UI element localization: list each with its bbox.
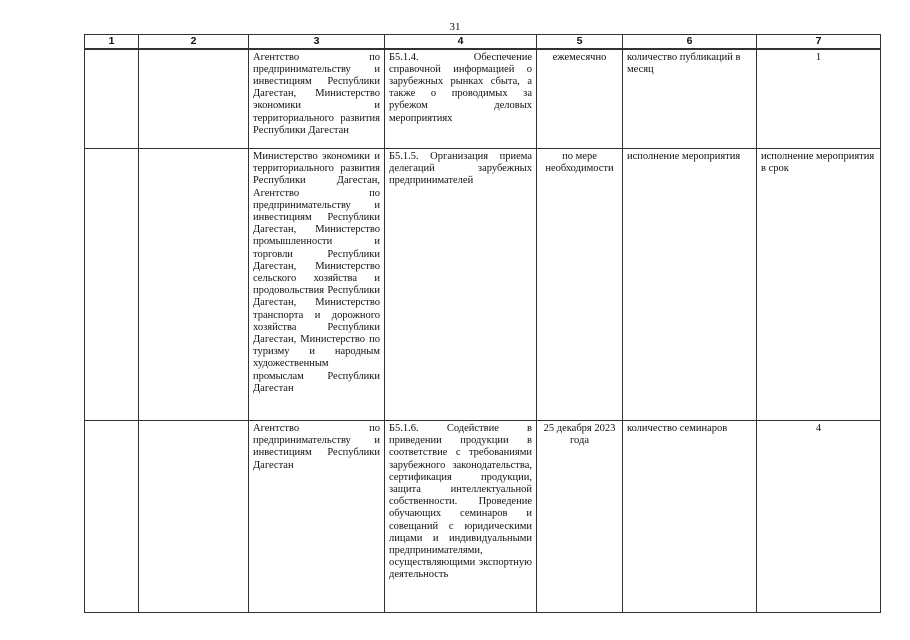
cell-number (85, 49, 139, 149)
cell-indicator: количество семинаров (623, 421, 757, 613)
cell-task (139, 49, 249, 149)
table-row (85, 421, 881, 613)
column-number-6: 6 (623, 35, 757, 49)
cell-executor: Агентство по предпринимательству и инвестициям Республики Дагестан (249, 421, 385, 613)
cell-value: 1 (757, 49, 881, 149)
cell-number (85, 421, 139, 613)
cell-deadline: по мере необходимости (537, 149, 623, 421)
cell-indicator: исполнение мероприятия (623, 149, 757, 421)
column-number-row (85, 35, 881, 49)
cell-activity: Б5.1.4. Обеспечение справочной информацией о зарубежных рынках сбыта, а также о проводимых за рубежом деловых мероприятиях (385, 49, 537, 149)
cell-number (85, 149, 139, 421)
column-number-3: 3 (249, 35, 385, 49)
cell-deadline: ежемесячно (537, 49, 623, 149)
table-row (85, 149, 881, 421)
table-row (85, 49, 881, 149)
page-number: 31 (449, 21, 461, 33)
cell-activity: Б5.1.6. Содействие в приведении продукции в соответствие с требованиями зарубежного законодательства, сертификация продукции, защита интеллектуальной собственности. Проведение обучающих семинаров и совещаний с юридическими лицами и индивидуальными предпринимателями, осуществляющими экспортную деятельность (385, 421, 537, 613)
cell-value: исполнение мероприятия в срок (757, 149, 881, 421)
column-number-4: 4 (385, 35, 537, 49)
column-number-2: 2 (139, 35, 249, 49)
cell-indicator: количество публикаций в месяц (623, 49, 757, 149)
cell-deadline: 25 декабря 2023 года (537, 421, 623, 613)
cell-executor: Агентство по предпринимательству и инвестициям Республики Дагестан, Министерство экономики и территориального развития Республики Дагестан (249, 49, 385, 149)
cell-task (139, 421, 249, 613)
column-number-7: 7 (757, 35, 881, 49)
measures-table (84, 34, 881, 613)
column-number-5: 5 (537, 35, 623, 49)
cell-task (139, 149, 249, 421)
cell-activity: Б5.1.5. Организация приема делегаций зарубежных предпринимателей (385, 149, 537, 421)
column-number-1: 1 (85, 35, 139, 49)
cell-value: 4 (757, 421, 881, 613)
cell-executor: Министерство экономики и территориального развития Республики Дагестан, Агентство по предпринимательству и инвестициям Республики Дагестан, Министерство промышленности и торговли Республики Дагестан, Министерство сельского хозяйства и продовольствия Республики Дагестан, Министерство транспорта и дорожного хозяйства Республики Дагестан, Министерство по туризму и народным художественным промыслам Республики Дагестан (249, 149, 385, 421)
